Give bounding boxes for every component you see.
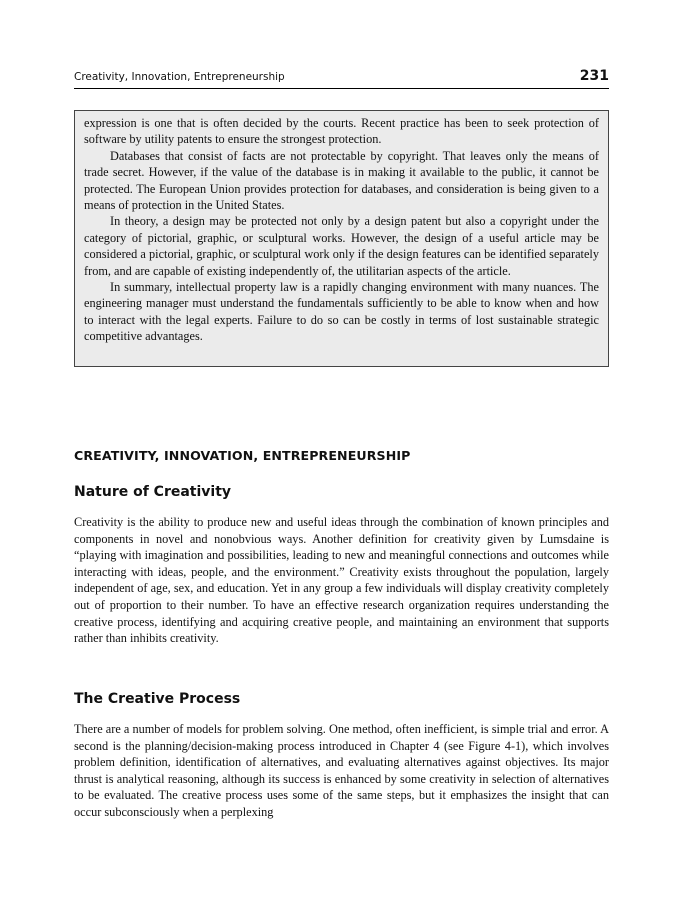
body-paragraph: There are a number of models for problem solving. One method, often inefficient, is simple trial and error. A second is the planning/decision-making process introduced in Chapter 4 (see Figure 4-1), which involves problem definition, identification of alternatives, and evaluating alternatives against objectives. Its major thrust is analytical reasoning, although its success is enhanced by some creativity in selection of alternatives to be evaluated. The creative process uses some of the same steps, but it emphasizes the insight that can occur subconsciously when a perplexing bbox=[74, 722, 609, 819]
subsection-heading-nature-of-creativity: Nature of Creativity bbox=[74, 484, 232, 500]
running-header bbox=[74, 70, 609, 89]
box-paragraph: In theory, a design may be protected not only by a design patent but also a copyright under the category of pictorial, graphic, or sculptural works. However, the design of a useful article may be considered a pictorial, graphic, or sculptural work only if the design features can be identified separately from, and are capable of existing independently of, the utilitarian aspects of the article. bbox=[84, 214, 599, 278]
box-paragraph: expression is one that is often decided by the courts. Recent practice has been to seek protection of software by utility patents to ensure the strongest protection. bbox=[84, 116, 599, 147]
running-title: Creativity, Innovation, Entrepreneurship bbox=[74, 71, 285, 83]
box-paragraph: In summary, intellectual property law is a rapidly changing environment with many nuances. The engineering manager must understand the fundamentals sufficiently to be able to know when and how to interact with the legal experts. Failure to do so can be costly in terms of lost sustainable strategic competitive advantages. bbox=[84, 280, 599, 344]
page-number: 231 bbox=[579, 68, 609, 84]
subsection-heading-creative-process: The Creative Process bbox=[74, 691, 241, 707]
body-paragraph: Creativity is the ability to produce new and useful ideas through the combination of known principles and components in novel and nonobvious ways. Another definition for creativity given by Lumsdaine is “playing with imagination and possibilities, leading to new and meaningful connections and outcomes while interacting with ideas, people, and the environment.” Creativity exists throughout the population, largely independent of age, sex, and education. Yet in any group a few individuals will display creativity completely out of proportion to their number. To have an effective research organization requires understanding the creative process, identifying and acquiring creative people, and maintaining an environment that supports rather than inhibits creativity. bbox=[74, 515, 609, 646]
nature-of-creativity-body bbox=[74, 514, 609, 647]
creative-process-body bbox=[74, 721, 609, 821]
sidebar-box bbox=[74, 110, 609, 367]
section-heading: CREATIVITY, INNOVATION, ENTREPRENEURSHIP bbox=[74, 448, 411, 463]
box-paragraph: Databases that consist of facts are not protectable by copyright. That leaves only the means of trade secret. However, if the value of the database is in making it available to the public, it cannot be protected. The European Union provides protection for databases, and consideration is being given to a means of protection in the United States. bbox=[84, 148, 599, 213]
